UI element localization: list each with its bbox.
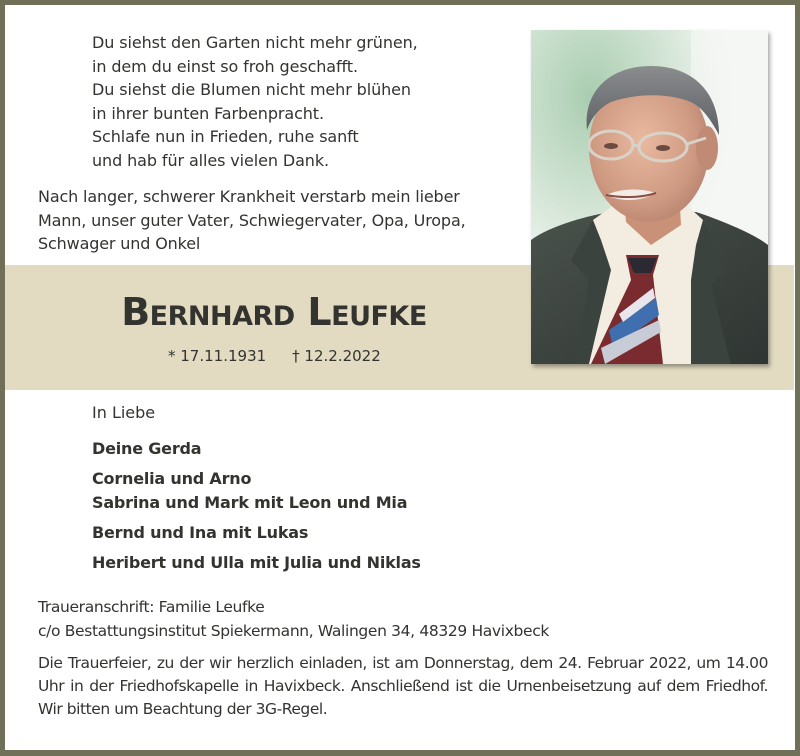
poem (92, 31, 418, 173)
portrait-photo (531, 30, 768, 364)
mourner-group (92, 521, 421, 545)
poem-line: in ihrer bunten Farbenpracht. (92, 103, 324, 123)
announcement-line: Schwager und Onkel (38, 234, 201, 254)
poem-line: Schlafe nun in Frieden, ruhe sanft (92, 127, 359, 147)
address-line: Traueranschrift: Familie Leufke (38, 598, 265, 616)
address-line: c/o Bestattungsinstitut Spiekermann, Walingen 34, 48329 Havixbeck (38, 621, 550, 640)
mourner-line: Deine Gerda (92, 439, 202, 458)
announcement-line: Nach langer, schwerer Krankheit verstarb mein lieber (38, 187, 460, 206)
mourner-line: Heribert und Ulla mit Julia und Niklas (92, 553, 421, 572)
birth-date: * 17.11.1931 (168, 347, 267, 365)
mourners-list (92, 437, 421, 581)
mourner-line: Sabrina und Mark mit Leon und Mia (92, 493, 408, 512)
poem-line: in dem du einst so froh geschafft. (92, 56, 358, 76)
in-love-heading: In Liebe (92, 403, 156, 422)
mourner-line: Cornelia und Arno (92, 469, 252, 488)
announcement-line: Mann, unser guter Vater, Schwiegervater, Opa, Uropa, (38, 210, 466, 230)
poem-line: Du siehst den Garten nicht mehr grünen, (92, 33, 418, 52)
deceased-name: Bernhard Leufke (121, 290, 427, 334)
mourner-group (92, 467, 421, 515)
life-dates (168, 346, 381, 366)
funeral-ceremony-info: Die Trauerfeier, zu der wir herzlich einladen, ist am Donnerstag, dem 24. Februar 2022, um 14.00 Uhr in der Friedhofskapelle in Havixbeck. Anschließend ist die Urnenbeisetzung auf dem Friedhof. Wir bitten um Beachtung der 3G-Regel. (38, 654, 768, 719)
mourner-line: Bernd und Ina mit Lukas (92, 523, 309, 542)
portrait-icon (531, 30, 768, 364)
death-announcement (38, 185, 518, 256)
mourner-group (92, 551, 421, 575)
poem-line: Du siehst die Blumen nicht mehr blühen (92, 80, 411, 100)
mourning-address (38, 596, 549, 643)
mourner-group (92, 437, 421, 461)
death-date: † 12.2.2022 (292, 347, 381, 365)
poem-line: und hab für alles vielen Dank. (92, 150, 330, 170)
